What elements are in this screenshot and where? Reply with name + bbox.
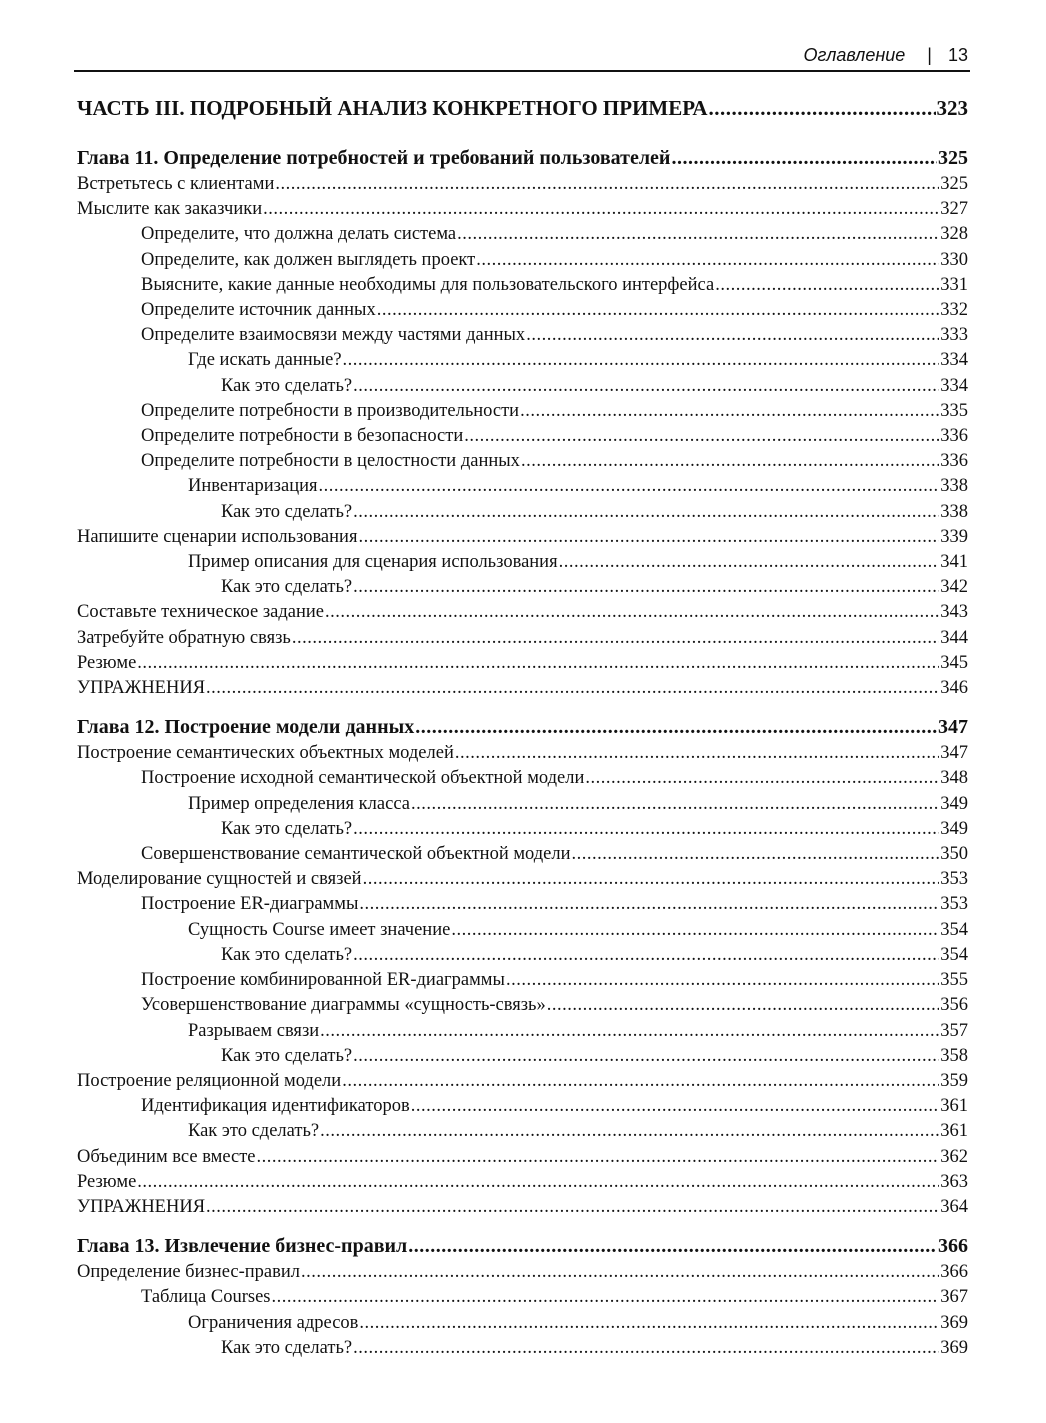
toc-leader-dots (408, 1232, 937, 1260)
toc-leader-dots (457, 222, 939, 247)
toc-leader-dots (572, 842, 940, 867)
toc-entry-page: 325 (938, 147, 968, 169)
toc-entry-title: Как это сделать? (221, 944, 353, 965)
toc-entry[interactable] (77, 1285, 968, 1310)
toc-entry[interactable] (77, 197, 968, 222)
toc-leader-dots (292, 626, 939, 651)
toc-leader-dots (455, 741, 939, 766)
toc-entry-page: 349 (940, 793, 968, 814)
toc-leader-dots (137, 651, 939, 676)
toc-leader-dots (506, 968, 939, 993)
toc-entry-title: Инвентаризация (188, 476, 318, 497)
toc-entry-title: Как это сделать? (221, 1045, 353, 1066)
toc-entry[interactable] (77, 1019, 968, 1044)
toc-leader-dots (358, 525, 939, 550)
toc-entry[interactable] (77, 1119, 968, 1144)
toc-leader-dots (359, 1311, 939, 1336)
toc-entry-page: 354 (940, 944, 968, 965)
toc-chapter-entry[interactable] (77, 1232, 968, 1260)
toc-entry-page: 355 (940, 970, 968, 991)
toc-entry-title: Где искать данные? (188, 350, 342, 371)
toc-leader-dots (301, 1260, 939, 1285)
toc-entry-title: Таблица Courses (141, 1287, 271, 1308)
toc-leader-dots (520, 399, 939, 424)
toc-leader-dots (257, 1145, 940, 1170)
toc-entry[interactable] (77, 651, 968, 676)
toc-entry[interactable] (77, 575, 968, 600)
toc-entry-page: 347 (940, 743, 968, 764)
toc-entry-title: Определите потребности в целостности данных (141, 451, 520, 472)
toc-leader-dots (411, 792, 939, 817)
toc-entry-title: Определите, что должна делать система (141, 224, 457, 245)
toc-entry-page: 345 (940, 652, 968, 673)
toc-leader-dots (342, 1069, 939, 1094)
toc-entry-title: Ограничения адресов (188, 1312, 359, 1333)
toc-entry-title: Составьте техническое задание (77, 602, 324, 623)
toc-entry-page: 342 (940, 577, 968, 598)
toc-entry-page: 336 (940, 451, 968, 472)
header-separator: | (927, 45, 932, 65)
toc-entry[interactable] (77, 968, 968, 993)
header-page-number: 13 (947, 45, 968, 65)
toc-entry-page: 327 (940, 199, 968, 220)
header-content (804, 45, 968, 66)
toc-entry-page: 366 (938, 1235, 968, 1258)
toc-leader-dots (271, 1285, 939, 1310)
toc-entry-title: УПРАЖНЕНИЯ (77, 678, 206, 699)
toc-entry-page: 367 (940, 1287, 968, 1308)
toc-entry-page: 359 (940, 1070, 968, 1091)
toc-leader-dots (275, 172, 939, 197)
toc-entry-title: Объединим все вместе (77, 1146, 256, 1167)
toc-entry[interactable] (77, 626, 968, 651)
toc-entry[interactable] (77, 273, 968, 298)
toc-entry[interactable] (77, 817, 968, 842)
toc-leader-dots (206, 676, 939, 701)
toc-entry-title: Резюме (77, 1171, 137, 1192)
toc-entry-title: Определите взаимосвязи между частями данных (141, 325, 526, 346)
toc-entry-page: 328 (940, 224, 968, 245)
toc-entry-page: 369 (940, 1337, 968, 1358)
toc-entry-title: Построение комбинированной ER-диаграммы (141, 970, 505, 991)
toc-entry-page: 336 (940, 426, 968, 447)
toc-entry[interactable] (77, 600, 968, 625)
toc-entry-page: 332 (940, 300, 968, 321)
toc-entry-title: Глава 11. Определение потребностей и требований пользователей (77, 147, 671, 169)
toc-entry[interactable] (77, 374, 968, 399)
toc-entry-title: Определите потребности в производительности (141, 400, 520, 421)
toc-entry[interactable] (77, 943, 968, 968)
toc-leader-dots (585, 766, 939, 791)
toc-entry[interactable] (77, 172, 968, 197)
table-of-contents (77, 90, 968, 1361)
toc-entry-page: 358 (940, 1045, 968, 1066)
toc-entry-page: 354 (940, 919, 968, 940)
toc-entry-page: 330 (940, 249, 968, 270)
toc-leader-dots (137, 1170, 939, 1195)
toc-entry[interactable] (77, 741, 968, 766)
toc-entry[interactable] (77, 1195, 968, 1220)
toc-entry[interactable] (77, 424, 968, 449)
toc-entry-title: Совершенствование семантической объектной модели (141, 844, 571, 865)
toc-entry-page: 346 (940, 678, 968, 699)
toc-entry[interactable] (77, 766, 968, 791)
toc-entry[interactable] (77, 323, 968, 348)
toc-entry-title: Как это сделать? (221, 501, 353, 522)
toc-entry-title: Идентификация идентификаторов (141, 1096, 410, 1117)
toc-leader-dots (320, 1119, 939, 1144)
toc-entry[interactable] (77, 1094, 968, 1119)
toc-leader-dots (353, 575, 939, 600)
toc-leader-dots (559, 550, 940, 575)
toc-entry-title: Резюме (77, 652, 137, 673)
toc-entry-page: 323 (936, 96, 968, 120)
toc-entry-page: 350 (940, 844, 968, 865)
toc-entry[interactable] (77, 1069, 968, 1094)
toc-entry-page: 334 (940, 350, 968, 371)
toc-entry[interactable] (77, 993, 968, 1018)
toc-entry-page: 344 (940, 627, 968, 648)
toc-entry-page: 333 (940, 325, 968, 346)
toc-entry-title: Построение ER-диаграммы (141, 894, 359, 915)
toc-entry-title: Построение реляционной модели (77, 1070, 342, 1091)
toc-entry-page: 343 (940, 602, 968, 623)
toc-entry[interactable] (77, 1260, 968, 1285)
toc-part-entry[interactable] (77, 94, 968, 122)
toc-entry-title: Затребуйте обратную связь (77, 627, 291, 648)
toc-leader-dots (709, 94, 936, 122)
toc-leader-dots (353, 817, 939, 842)
toc-entry-title: Как это сделать? (221, 375, 353, 396)
toc-leader-dots (353, 943, 939, 968)
toc-entry-title: Построение семантических объектных моделей (77, 743, 454, 764)
toc-entry[interactable] (77, 918, 968, 943)
toc-entry-page: 349 (940, 818, 968, 839)
toc-entry-title: Напишите сценарии использования (77, 526, 358, 547)
toc-entry[interactable] (77, 348, 968, 373)
toc-entry-page: 364 (940, 1196, 968, 1217)
toc-entry[interactable] (77, 1336, 968, 1361)
toc-entry-title: Как это сделать? (221, 577, 353, 598)
toc-entry[interactable] (77, 842, 968, 867)
toc-leader-dots (325, 600, 939, 625)
toc-entry[interactable] (77, 867, 968, 892)
toc-entry-title: Определите источник данных (141, 300, 376, 321)
toc-entry-page: 335 (940, 400, 968, 421)
toc-entry-title: УПРАЖНЕНИЯ (77, 1196, 206, 1217)
toc-entry-page: 348 (940, 768, 968, 789)
toc-entry-title: Моделирование сущностей и связей (77, 869, 362, 890)
toc-entry[interactable] (77, 1170, 968, 1195)
toc-entry-title: Глава 12. Построение модели данных (77, 716, 415, 739)
toc-entry[interactable] (77, 500, 968, 525)
toc-entry-page: 356 (940, 995, 968, 1016)
toc-entry-title: ЧАСТЬ III. ПОДРОБНЫЙ АНАЛИЗ КОНКРЕТНОГО ПРИМЕРА (77, 96, 708, 120)
toc-leader-dots (319, 474, 940, 499)
toc-entry-page: 366 (940, 1262, 968, 1283)
toc-entry-page: 341 (940, 552, 968, 573)
toc-entry[interactable] (77, 474, 968, 499)
toc-entry-page: 353 (940, 869, 968, 890)
toc-entry[interactable] (77, 1044, 968, 1069)
toc-entry[interactable] (77, 399, 968, 424)
toc-leader-dots (353, 1336, 939, 1361)
toc-entry-title: Мыслите как заказчики (77, 199, 263, 220)
toc-leader-dots (359, 892, 939, 917)
toc-entry-page: 357 (940, 1020, 968, 1041)
toc-leader-dots (415, 713, 937, 741)
toc-entry-title: Разрываем связи (188, 1020, 320, 1041)
toc-leader-dots (464, 424, 939, 449)
toc-entry-title: Пример определения класса (188, 793, 410, 814)
toc-entry-page: 363 (940, 1171, 968, 1192)
toc-entry[interactable] (77, 298, 968, 323)
toc-entry-title: Определите потребности в безопасности (141, 426, 464, 447)
toc-entry-title: Глава 13. Извлечение бизнес-правил (77, 1235, 408, 1258)
toc-leader-dots (206, 1195, 939, 1220)
toc-entry-title: Как это сделать? (221, 818, 353, 839)
toc-entry-page: 334 (940, 375, 968, 396)
toc-leader-dots (526, 323, 939, 348)
toc-entry-page: 369 (940, 1312, 968, 1333)
toc-leader-dots (353, 374, 939, 399)
toc-leader-dots (353, 500, 939, 525)
toc-entry[interactable] (77, 792, 968, 817)
toc-entry-page: 362 (940, 1146, 968, 1167)
toc-leader-dots (521, 449, 939, 474)
toc-entry[interactable] (77, 248, 968, 273)
toc-leader-dots (547, 993, 940, 1018)
running-header (74, 42, 970, 72)
toc-leader-dots (263, 197, 939, 222)
toc-entry-page: 338 (940, 501, 968, 522)
toc-entry-title: Построение исходной семантической объектной модели (141, 768, 585, 789)
toc-entry[interactable] (77, 892, 968, 917)
toc-leader-dots (343, 348, 940, 373)
toc-entry-page: 331 (940, 274, 968, 295)
toc-entry-page: 339 (940, 526, 968, 547)
toc-entry[interactable] (77, 1311, 968, 1336)
toc-entry-page: 361 (940, 1096, 968, 1117)
toc-leader-dots (320, 1019, 939, 1044)
toc-entry[interactable] (77, 222, 968, 247)
toc-leader-dots (411, 1094, 940, 1119)
toc-entry[interactable] (77, 449, 968, 474)
toc-entry[interactable] (77, 550, 968, 575)
toc-chapter-entry[interactable] (77, 713, 968, 741)
toc-entry-page: 338 (940, 476, 968, 497)
toc-entry[interactable] (77, 676, 968, 701)
toc-entry-title: Выясните, какие данные необходимы для пользовательского интерфейса (141, 274, 715, 295)
toc-entry-title: Встретьтесь с клиентами (77, 174, 275, 194)
toc-entry-title: Определение бизнес-правил (77, 1262, 300, 1283)
toc-leader-dots (377, 298, 940, 323)
toc-entry-title: Определите, как должен выглядеть проект (141, 249, 476, 270)
toc-leader-dots (715, 273, 939, 298)
toc-chapter-entry[interactable] (77, 144, 968, 172)
header-title: Оглавление (803, 45, 906, 65)
toc-leader-dots (671, 144, 937, 172)
toc-entry-page: 353 (940, 894, 968, 915)
toc-entry[interactable] (77, 1145, 968, 1170)
toc-entry-page: 361 (940, 1121, 968, 1142)
toc-leader-dots (451, 918, 939, 943)
toc-leader-dots (353, 1044, 939, 1069)
toc-entry[interactable] (77, 525, 968, 550)
toc-leader-dots (476, 248, 939, 273)
toc-entry-title: Сущность Course имеет значение (188, 919, 451, 940)
toc-entry-page: 325 (940, 174, 968, 194)
toc-entry-page: 347 (938, 716, 968, 739)
toc-entry-title: Как это сделать? (221, 1337, 353, 1358)
toc-leader-dots (363, 867, 940, 892)
toc-entry-title: Усовершенствование диаграммы «сущность-связь» (141, 995, 546, 1016)
toc-entry-title: Пример описания для сценария использования (188, 552, 558, 573)
toc-entry-title: Как это сделать? (188, 1121, 320, 1142)
